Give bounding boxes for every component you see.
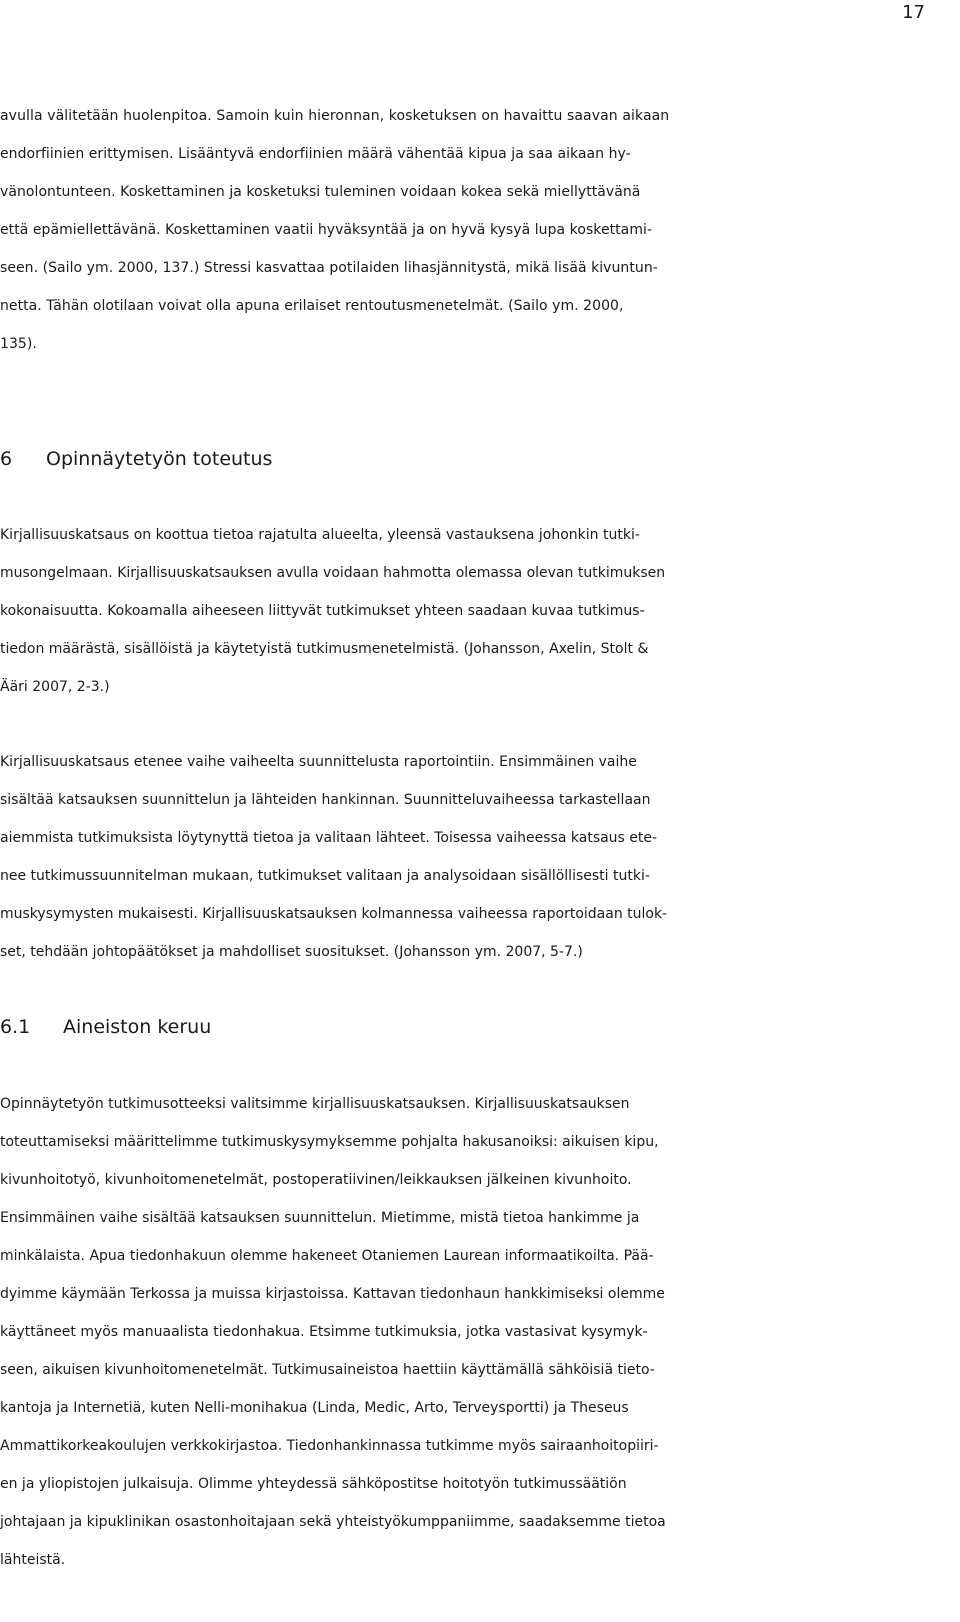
text-line: Ääri 2007, 2-3.) [0,679,110,695]
text-line: netta. Tähän olotilaan voivat olla apuna erilaiset rentoutusmenetelmät. (Sailo ym. 2000, [0,298,624,314]
paragraph-4 [0,1085,940,1579]
section-title: Opinnäytetyön toteutus [46,448,273,470]
text-line: Opinnäytetyön tutkimusotteeksi valitsimme kirjallisuuskatsauksen. Kirjallisuuskatsauksen [0,1096,630,1112]
text-line: toteuttamiseksi määrittelimme tutkimuskysymyksemme pohjalta hakusanoiksi: aikuisen kipu, [0,1134,659,1150]
section-title: Aineiston keruu [63,1016,212,1038]
section-heading-6-1 [0,1008,211,1046]
text-line: kokonaisuutta. Kokoamalla aiheeseen liittyvät tutkimukset yhteen saadaan kuvaa tutkimus- [0,603,645,619]
section-number: 6 [0,448,13,470]
section-number: 6.1 [0,1016,31,1038]
text-line: että epämiellettävänä. Koskettaminen vaatii hyväksyntää ja on hyvä kysyä lupa koskettami- [0,222,653,238]
text-line: tiedon määrästä, sisällöistä ja käytetyistä tutkimusmenetelmistä. (Johansson, Axelin, Stolt & [0,641,649,657]
text-line: Ensimmäinen vaihe sisältää katsauksen suunnittelun. Mietimme, mistä tietoa hankimme ja [0,1210,640,1226]
text-line: en ja yliopistojen julkaisuja. Olimme yhteydessä sähköpostitse hoitotyön tutkimussäätiön [0,1476,627,1492]
text-line: seen. (Sailo ym. 2000, 137.) Stressi kasvattaa potilaiden lihasjännitystä, mikä lisää kivuntun- [0,260,658,276]
text-line: vänolontunteen. Koskettaminen ja kosketuksi tuleminen voidaan kokea sekä miellyttävänä [0,184,641,200]
text-line: johtajaan ja kipuklinikan osastonhoitajaan sekä yhteistyökumppaniimme, saadaksemme tietoa [0,1514,666,1530]
text-line: Kirjallisuuskatsaus etenee vaihe vaiheelta suunnittelusta raportointiin. Ensimmäinen vaihe [0,754,637,770]
text-line: nee tutkimussuunnitelman mukaan, tutkimukset valitaan ja analysoidaan sisällöllisesti tutki- [0,868,650,884]
text-line: kivunhoitotyö, kivunhoitomenetelmät, postoperatiivinen/leikkauksen jälkeinen kivunhoito. [0,1172,632,1188]
text-line: musongelmaan. Kirjallisuuskatsauksen avulla voidaan hahmotta olemassa olevan tutkimuksen [0,565,666,581]
text-line: avulla välitetään huolenpitoa. Samoin kuin hieronnan, kosketuksen on havaittu saavan aikaan [0,108,670,124]
paragraph-1 [0,97,940,363]
text-line: sisältää katsauksen suunnittelun ja lähteiden hankinnan. Suunnitteluvaiheessa tarkastellaan [0,792,651,808]
paragraph-2 [0,516,940,706]
text-line: Kirjallisuuskatsaus on koottua tietoa rajatulta alueelta, yleensä vastauksena johonkin tutki- [0,527,640,543]
text-line: set, tehdään johtopäätökset ja mahdolliset suositukset. (Johansson ym. 2007, 5-7.) [0,944,583,960]
page-number: 17 [902,2,925,23]
text-line: dyimme käymään Terkossa ja muissa kirjastoissa. Kattavan tiedonhaun hankkimiseksi olemme [0,1286,665,1302]
text-line: 135). [0,336,37,352]
text-line: aiemmista tutkimuksista löytynyttä tietoa ja valitaan lähteet. Toisessa vaiheessa katsaus ete- [0,830,658,846]
text-line: Ammattikorkeakoulujen verkkokirjastoa. Tiedonhankinnassa tutkimme myös sairaanhoitopiiri- [0,1438,659,1454]
text-line: endorfiinien erittymisen. Lisääntyvä endorfiinien määrä vähentää kipua ja saa aikaan hy- [0,146,631,162]
text-line: käyttäneet myös manuaalista tiedonhakua. Etsimme tutkimuksia, jotka vastasivat kysymyk- [0,1324,648,1340]
text-line: seen, aikuisen kivunhoitomenetelmät. Tutkimusaineistoa haettiin käyttämällä sähköisiä tieto- [0,1362,655,1378]
text-line: kantoja ja Internetiä, kuten Nelli-monihakua (Linda, Medic, Arto, Terveysportti) ja Theseus [0,1400,629,1416]
paragraph-3 [0,743,940,971]
text-line: minkälaista. Apua tiedonhakuun olemme hakeneet Otaniemen Laurean informaatikoilta. Pää- [0,1248,654,1264]
text-line: muskysymysten mukaisesti. Kirjallisuuskatsauksen kolmannessa vaiheessa raportoidaan tulok- [0,906,668,922]
section-heading-6 [0,440,272,478]
text-line: lähteistä. [0,1552,66,1568]
